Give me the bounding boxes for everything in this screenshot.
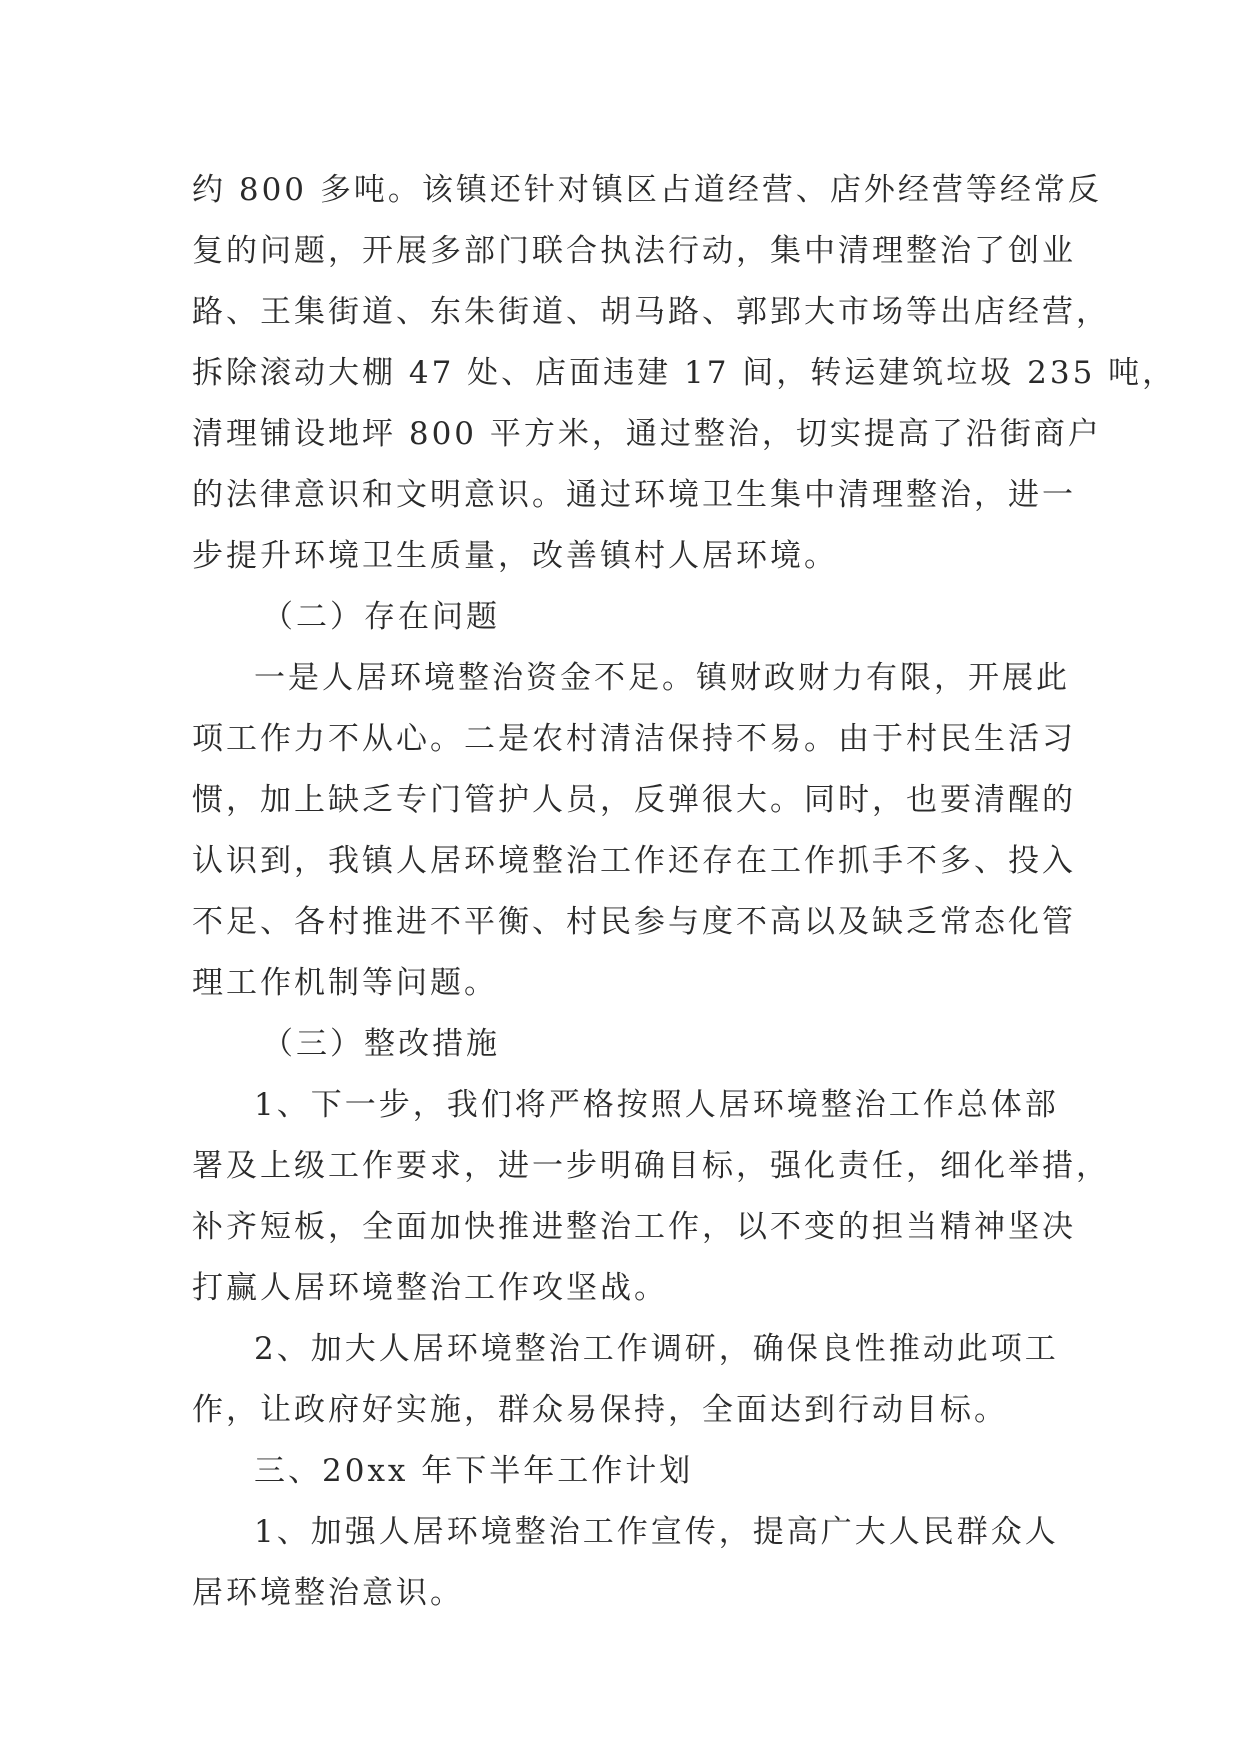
body-line: 作，让政府好实施，群众易保持，全面达到行动目标。 <box>192 1392 1008 1428</box>
body-line: 清理铺设地坪 800 平方米，通过整治，切实提高了沿街商户 <box>192 416 1102 452</box>
paragraph-first-line: 一是人居环境整治资金不足。镇财政财力有限，开展此 <box>254 660 1070 696</box>
body-line: 署及上级工作要求，进一步明确目标，强化责任，细化举措， <box>192 1148 1110 1184</box>
document-body <box>192 160 1177 1624</box>
body-line: 不足、各村推进不平衡、村民参与度不高以及缺乏常态化管 <box>192 904 1076 940</box>
paragraph-first-line: 1、加强人居环境整治工作宣传，提高广大人民群众人 <box>254 1514 1059 1550</box>
body-line: 步提升环境卫生质量，改善镇村人居环境。 <box>192 538 838 574</box>
section-heading: （三）整改措施 <box>262 1026 500 1062</box>
body-line: 拆除滚动大棚 47 处、店面违建 17 间，转运建筑垃圾 235 吨， <box>192 355 1177 391</box>
body-line: 理工作机制等问题。 <box>192 965 498 1001</box>
section-heading: 三、20xx 年下半年工作计划 <box>254 1453 694 1489</box>
body-line: 认识到，我镇人居环境整治工作还存在工作抓手不多、投入 <box>192 843 1076 879</box>
section-heading: （二）存在问题 <box>262 599 500 635</box>
body-line: 打赢人居环境整治工作攻坚战。 <box>192 1270 668 1306</box>
body-line: 项工作力不从心。二是农村清洁保持不易。由于村民生活习 <box>192 721 1076 757</box>
body-line: 约 800 多吨。该镇还针对镇区占道经营、店外经营等经常反 <box>192 172 1102 208</box>
body-line: 路、王集街道、东朱街道、胡马路、郭郢大市场等出店经营， <box>192 294 1110 330</box>
body-line: 补齐短板，全面加快推进整治工作，以不变的担当精神坚决 <box>192 1209 1076 1245</box>
body-line: 惯，加上缺乏专门管护人员，反弹很大。同时，也要清醒的 <box>192 782 1076 818</box>
body-line: 的法律意识和文明意识。通过环境卫生集中清理整治，进一 <box>192 477 1076 513</box>
paragraph-first-line: 1、下一步，我们将严格按照人居环境整治工作总体部 <box>254 1087 1059 1123</box>
body-line: 复的问题，开展多部门联合执法行动，集中清理整治了创业 <box>192 233 1076 269</box>
paragraph-first-line: 2、加大人居环境整治工作调研，确保良性推动此项工 <box>254 1331 1059 1367</box>
body-line: 居环境整治意识。 <box>192 1575 464 1611</box>
